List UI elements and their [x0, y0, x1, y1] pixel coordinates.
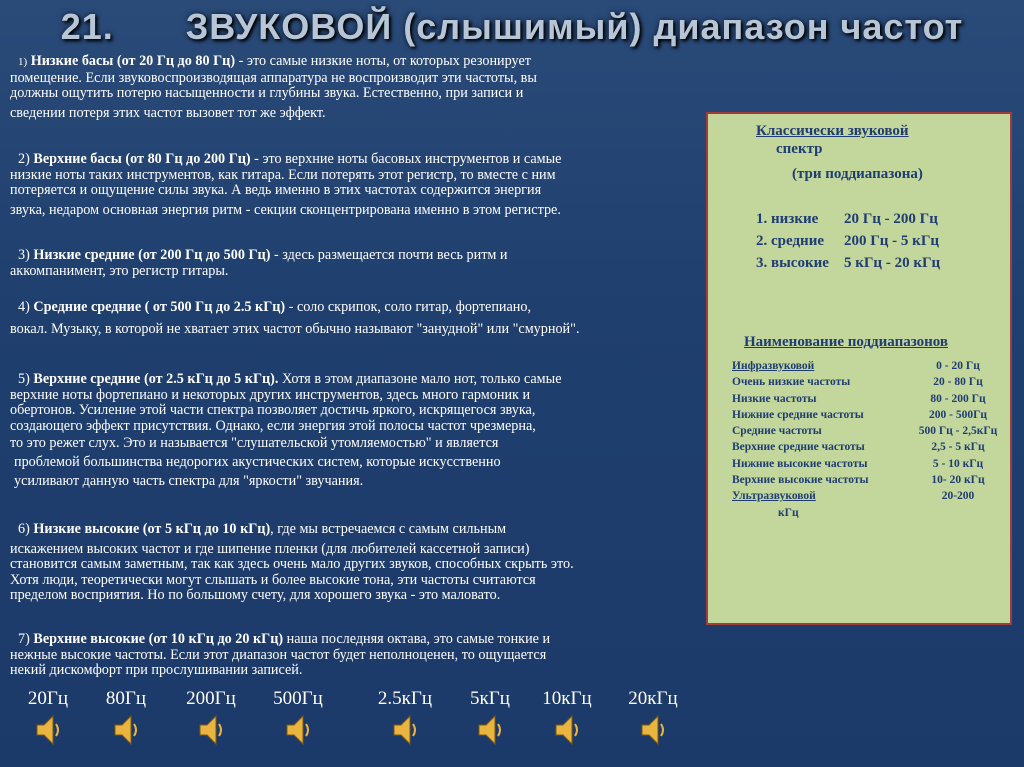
speaker-icon[interactable]: [285, 713, 311, 747]
paragraph-lead: - это самые низкие ноты, от которых резонирует: [235, 53, 531, 69]
paragraph-heading: Верхние басы (от 80 Гц до 200 Гц): [33, 151, 251, 167]
paragraph-line: усиливают данную часть спектра для "яркости" звучания.: [14, 472, 364, 489]
paragraph-low-high: [10, 522, 700, 604]
paragraph-number: 2): [18, 151, 30, 167]
paragraph-lead: наша последняя октава, это самые тонкие и: [283, 631, 551, 647]
paragraph-low-mid: [10, 248, 700, 279]
subrange-range: 20-200: [941, 490, 975, 503]
slide-title: [0, 6, 1024, 48]
paragraph-mid-mid: [10, 300, 700, 337]
subrange-name: Инфразвуковой: [732, 360, 815, 372]
subrange-row: [732, 472, 1008, 488]
band-row: [756, 208, 1014, 230]
paragraph-number: 5): [18, 371, 30, 387]
paragraph-line: некий дискомфорт при прослушивании записей.: [10, 662, 303, 679]
paragraph-heading: Низкие басы (от 20 Гц до 80 Гц): [30, 53, 236, 69]
paragraph-line: Хотя люди, теоретически могут слышать и более высокие тона, эти частоты считаются: [10, 571, 536, 588]
subrange-name: Нижние средние частоты: [732, 408, 864, 421]
subrange-range: 20 - 80 Гц: [933, 376, 983, 389]
subrange-row: [732, 439, 1008, 455]
slide-title-text: ЗВУКОВОЙ (слышимый) диапазон частот: [185, 6, 964, 47]
paragraph-line: должны ощутить потерю насыщенности и глубины звука. Естественно, при записи и: [10, 85, 524, 102]
freq-label-2-5khz: 2.5кГц: [377, 688, 433, 709]
subrange-name: Ультразвуковой: [732, 490, 816, 503]
subrange-unit: кГц: [778, 506, 799, 519]
speaker-icon[interactable]: [198, 713, 224, 747]
paragraph-upper-bass: [10, 152, 700, 218]
paragraph-lead: - соло скрипок, соло гитар, фортепиано,: [285, 299, 532, 315]
band-name: 3. высокие: [756, 255, 829, 271]
spectrum-box: [706, 112, 1012, 625]
band-row: [756, 252, 1014, 274]
band-range: 200 Гц - 5 кГц: [844, 233, 940, 249]
band-range: 20 Гц - 200 Гц: [844, 211, 938, 227]
paragraph-number: 4): [18, 299, 30, 315]
paragraph-line: вокал. Музыку, в которой не хватает этих частот обычно называют "занудной" или "смурной".: [10, 320, 580, 337]
band-name: 2. средние: [756, 233, 824, 249]
subrange-row: [732, 407, 1008, 423]
box-title: [756, 122, 996, 158]
box-title-line: спектр: [776, 141, 823, 157]
paragraph-lead: , где мы встречаемся с самым сильным: [270, 521, 507, 537]
subrange-range: 80 - 200 Гц: [930, 392, 986, 405]
paragraph-line: потеряется и ощущение силы звука. А ведь именно в этих частотах содержится энергия: [10, 182, 542, 199]
speaker-icon[interactable]: [113, 713, 139, 747]
band-list: [756, 208, 1014, 274]
subrange-range: 200 - 500Гц: [928, 408, 988, 421]
freq-label-80hz: 80Гц: [105, 688, 147, 709]
subrange-name: Верхние средние частоты: [732, 441, 865, 454]
speaker-icon[interactable]: [35, 713, 61, 747]
subrange-row: [732, 505, 1008, 521]
paragraph-upper-mid: [10, 372, 700, 489]
paragraph-line: искажением высоких частот и где шипение пленки (для любителей кассетной записи): [10, 540, 530, 557]
speaker-icon[interactable]: [640, 713, 666, 747]
paragraph-line: проблемой большинства недорогих акустических систем, которые искусственно: [14, 453, 501, 470]
paragraph-heading: Низкие средние (от 200 Гц до 500 Гц): [33, 247, 271, 263]
freq-label-200hz: 200Гц: [186, 688, 236, 709]
freq-label-500hz: 500Гц: [273, 688, 323, 709]
paragraph-line: верхние ноты фортепиано и некоторых других инструментов, здесь много гармоник и: [10, 386, 531, 403]
subranges-title: Наименование поддиапазонов: [744, 334, 949, 350]
box-title-line: Классически звуковой: [756, 123, 909, 139]
freq-label-20hz: 20Гц: [27, 688, 69, 709]
subrange-name: Средние частоты: [732, 425, 822, 438]
box-subtitle: (три поддиапазона): [792, 166, 923, 182]
paragraph-heading: Средние средние ( от 500 Гц до 2.5 кГц): [33, 299, 286, 315]
paragraph-number: 6): [18, 521, 30, 537]
subrange-name: Низкие частоты: [732, 392, 817, 405]
band-range: 5 кГц - 20 кГц: [844, 255, 941, 271]
paragraph-line: обертонов. Усиление этой части спектра позволяет достичь яркого, искрящегося звука,: [10, 402, 536, 419]
paragraph-line: то это режет слух. Это и называется "слушательской утомляемостью" и является: [10, 435, 499, 452]
speaker-icon[interactable]: [554, 713, 580, 747]
band-name: 1. низкие: [756, 211, 819, 227]
slide-number: 21.: [60, 6, 114, 47]
paragraph-line: нежные высокие частоты. Если этот диапазон частот будет неполноценен, то ощущается: [10, 646, 547, 663]
paragraph-line: помещение. Если звуковоспроизводящая аппаратура не воспроизводит эти частоты, вы: [10, 69, 537, 86]
subrange-row: [732, 374, 1008, 390]
subrange-range: 10- 20 кГц: [931, 474, 985, 487]
paragraph-number: 1): [18, 56, 28, 68]
subrange-list: [732, 358, 1008, 521]
paragraph-low-bass: [10, 54, 700, 121]
subrange-row: [732, 423, 1008, 439]
band-row: [756, 230, 1014, 252]
subrange-range: 5 - 10 кГц: [932, 457, 984, 470]
paragraph-heading: Низкие высокие (от 5 кГц до 10 кГц): [33, 521, 271, 537]
subrange-row: [732, 488, 1008, 504]
paragraph-lead: - это верхние ноты басовых инструментов и самые: [250, 151, 562, 167]
paragraph-line: пределом восприятия. Но по большому счету, для хорошего звука - это маловато.: [10, 587, 501, 604]
paragraph-lead: - здесь размещается почти весь ритм и: [270, 247, 508, 263]
paragraph-heading: Верхние средние (от 2.5 кГц до 5 кГц).: [33, 371, 279, 387]
paragraph-upper-high: [10, 632, 700, 679]
speaker-icon[interactable]: [477, 713, 503, 747]
subrange-name: Очень низкие частоты: [732, 376, 851, 389]
paragraph-line: звука, недаром основная энергия ритм - секции сконцентрирована именно в этом регистре.: [10, 201, 561, 218]
subrange-row: [732, 358, 1008, 374]
speaker-icon[interactable]: [392, 713, 418, 747]
subrange-range: 0 - 20 Гц: [936, 360, 980, 372]
paragraph-line: аккомпанимент, это регистр гитары.: [10, 262, 229, 279]
paragraph-line: становится самым заметным, так как здесь очень мало других звуков, способных скрыть это.: [10, 556, 574, 573]
freq-label-20khz: 20кГц: [628, 688, 678, 709]
paragraph-number: 7): [18, 631, 30, 647]
paragraph-number: 3): [18, 247, 30, 263]
subrange-name: Нижние высокие частоты: [732, 457, 868, 470]
paragraph-line: создающего эффект присутствия. Однако, если энергия этой полосы частот чрезмерна,: [10, 417, 536, 434]
paragraph-line: сведении потеря этих частот вызовет тот же эффект.: [10, 104, 326, 121]
paragraph-heading: Верхние высокие (от 10 кГц до 20 кГц): [33, 631, 284, 647]
freq-label-5khz: 5кГц: [470, 688, 510, 709]
subrange-range: 2,5 - 5 кГц: [931, 441, 985, 454]
subrange-name: Верхние высокие частоты: [732, 474, 869, 487]
subrange-range: 500 Гц - 2,5кГц: [918, 425, 998, 438]
subrange-row: [732, 391, 1008, 407]
paragraph-line: низкие ноты таких инструментов, как гитара. Если потерять этот регистр, то вместе с ним: [10, 166, 556, 183]
subrange-row: [732, 456, 1008, 472]
paragraph-lead: Хотя в этом диапазоне мало нот, только самые: [278, 371, 562, 387]
freq-label-10khz: 10кГц: [542, 688, 592, 709]
